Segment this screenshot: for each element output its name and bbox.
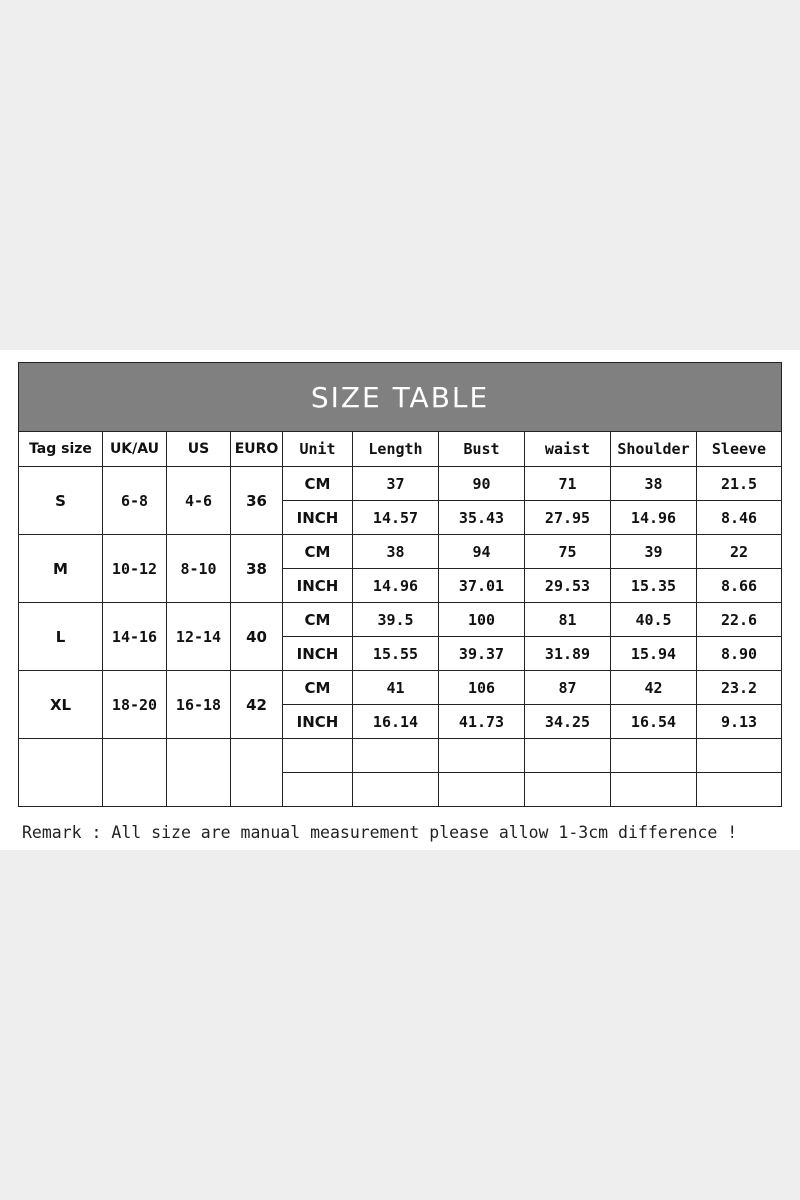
bust-cm-cell: 94 [439,535,525,569]
header-shoulder: Shoulder [611,432,697,467]
tag-size-cell: L [19,603,103,671]
length-inch-cell: 14.96 [353,569,439,603]
remark-text: Remark : All size are manual measurement please allow 1-3cm difference ! [22,823,738,842]
sleeve-cm-cell: 22.6 [697,603,782,637]
unit-cell: INCH [283,501,353,535]
us-cell: 8-10 [167,535,231,603]
header-unit: Unit [283,432,353,467]
header-sleeve: Sleeve [697,432,782,467]
unit-cell: INCH [283,637,353,671]
shoulder-cm-cell: 40.5 [611,603,697,637]
sleeve-inch-cell: 8.46 [697,501,782,535]
header-tag-size: Tag size [19,432,103,467]
uk-au-cell: 6-8 [103,467,167,535]
waist-inch-cell: 27.95 [525,501,611,535]
sleeve-inch-cell: 9.13 [697,705,782,739]
unit-cell: CM [283,467,353,501]
empty-cell [283,739,353,773]
length-cm-cell: 41 [353,671,439,705]
waist-cm-cell: 75 [525,535,611,569]
bust-cm-cell: 106 [439,671,525,705]
waist-cm-cell: 87 [525,671,611,705]
header-us: US [167,432,231,467]
waist-inch-cell: 34.25 [525,705,611,739]
unit-cell: CM [283,671,353,705]
shoulder-cm-cell: 38 [611,467,697,501]
waist-cm-cell: 81 [525,603,611,637]
euro-cell: 40 [231,603,283,671]
length-inch-cell: 16.14 [353,705,439,739]
header-uk-au: UK/AU [103,432,167,467]
bust-inch-cell: 41.73 [439,705,525,739]
uk-au-cell: 14-16 [103,603,167,671]
euro-cell: 36 [231,467,283,535]
empty-cell [167,739,231,807]
us-cell: 4-6 [167,467,231,535]
shoulder-inch-cell: 15.94 [611,637,697,671]
shoulder-inch-cell: 16.54 [611,705,697,739]
unit-cell: INCH [283,569,353,603]
empty-cell [19,739,103,807]
header-length: Length [353,432,439,467]
sleeve-cm-cell: 21.5 [697,467,782,501]
empty-cell [283,773,353,807]
tag-size-cell: XL [19,671,103,739]
empty-cell [525,773,611,807]
uk-au-cell: 10-12 [103,535,167,603]
bust-inch-cell: 35.43 [439,501,525,535]
empty-cell [525,739,611,773]
bust-cm-cell: 90 [439,467,525,501]
empty-cell [697,773,782,807]
sleeve-cm-cell: 22 [697,535,782,569]
waist-cm-cell: 71 [525,467,611,501]
size-table [18,362,782,807]
empty-row [19,739,782,773]
us-cell: 12-14 [167,603,231,671]
waist-inch-cell: 31.89 [525,637,611,671]
length-inch-cell: 14.57 [353,501,439,535]
uk-au-cell: 18-20 [103,671,167,739]
length-cm-cell: 37 [353,467,439,501]
shoulder-inch-cell: 14.96 [611,501,697,535]
empty-cell [611,773,697,807]
table-title: SIZE TABLE [19,363,782,432]
length-cm-cell: 39.5 [353,603,439,637]
bust-inch-cell: 37.01 [439,569,525,603]
empty-cell [231,739,283,807]
length-cm-cell: 38 [353,535,439,569]
us-cell: 16-18 [167,671,231,739]
shoulder-inch-cell: 15.35 [611,569,697,603]
header-euro: EURO [231,432,283,467]
empty-cell [439,773,525,807]
header-waist: waist [525,432,611,467]
table-row [19,603,782,637]
empty-cell [611,739,697,773]
unit-cell: CM [283,603,353,637]
unit-cell: CM [283,535,353,569]
unit-cell: INCH [283,705,353,739]
table-row [19,535,782,569]
empty-cell [697,739,782,773]
euro-cell: 38 [231,535,283,603]
length-inch-cell: 15.55 [353,637,439,671]
tag-size-cell: S [19,467,103,535]
euro-cell: 42 [231,671,283,739]
size-chart-panel [0,350,800,850]
empty-cell [353,773,439,807]
header-row [19,432,782,467]
bust-cm-cell: 100 [439,603,525,637]
sleeve-cm-cell: 23.2 [697,671,782,705]
bust-inch-cell: 39.37 [439,637,525,671]
sleeve-inch-cell: 8.90 [697,637,782,671]
shoulder-cm-cell: 42 [611,671,697,705]
tag-size-cell: M [19,535,103,603]
shoulder-cm-cell: 39 [611,535,697,569]
waist-inch-cell: 29.53 [525,569,611,603]
empty-cell [353,739,439,773]
table-row [19,467,782,501]
empty-cell [103,739,167,807]
empty-cell [439,739,525,773]
header-bust: Bust [439,432,525,467]
table-row [19,671,782,705]
sleeve-inch-cell: 8.66 [697,569,782,603]
